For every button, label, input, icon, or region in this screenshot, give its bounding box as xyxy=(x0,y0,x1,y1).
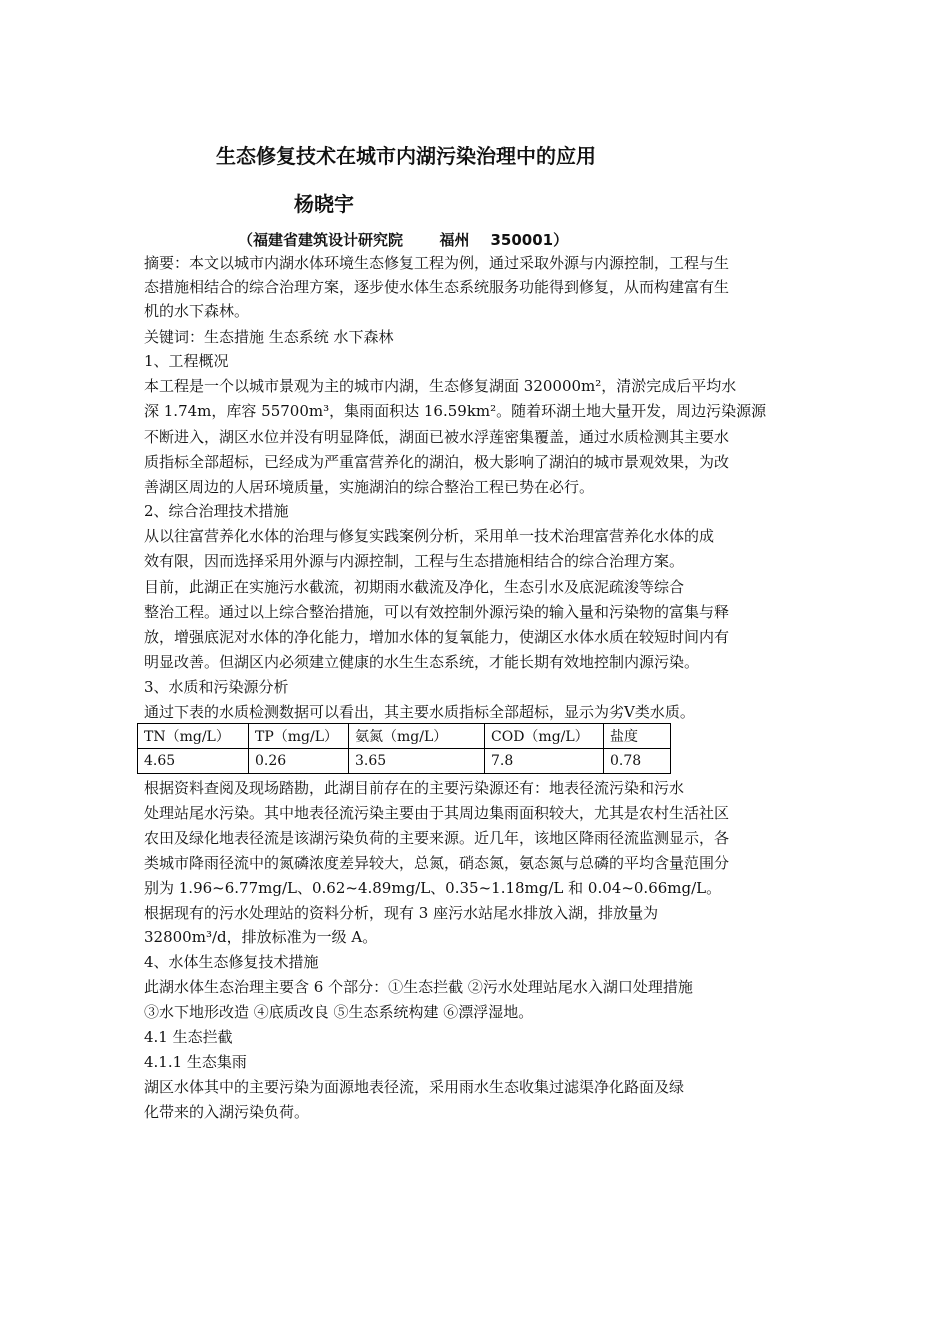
table-cell: 4.65 xyxy=(138,749,249,774)
water-quality-table xyxy=(137,723,671,774)
subsection-heading-4-1-1: 4.1.1 生态集雨 xyxy=(144,1053,247,1071)
subsection-heading-4-1: 4.1 生态拦截 xyxy=(144,1028,233,1046)
table-cell: 3.65 xyxy=(349,749,485,774)
table-header-cell: 盐度 xyxy=(604,724,671,749)
section3-line-8: 32800m³/d，排放标准为一级 A。 xyxy=(144,928,378,946)
section1-line-3: 不断进入，湖区水位并没有明显降低，湖面已被水浮莲密集覆盖，通过水质检测其主要水 xyxy=(144,428,730,446)
author-name: 杨晓宇 xyxy=(294,192,354,216)
abstract-line-3: 机的水下森林。 xyxy=(144,302,250,320)
section4-line-2: ③水下地形改造 ④底质改良 ⑤生态系统构建 ⑥漂浮湿地。 xyxy=(144,1003,534,1021)
section1-line-1: 本工程是一个以城市景观为主的城市内湖，生态修复湖面 320000m²，清淤完成后平均水 xyxy=(144,377,737,395)
section1-line-4: 质指标全部超标，已经成为严重富营养化的湖泊，极大影响了湖泊的城市景观效果，为改 xyxy=(144,453,730,471)
section4-line-1: 此湖水体生态治理主要含 6 个部分：①生态拦截 ②污水处理站尾水入湖口处理措施 xyxy=(144,978,693,996)
section3-line-5: 类城市降雨径流中的氮磷浓度差异较大，总氮，硝态氮，氨态氮与总磷的平均含量范围分 xyxy=(144,854,730,872)
table-header-cell: TP（mg/L） xyxy=(249,724,349,749)
section1-line-5: 善湖区周边的人居环境质量，实施湖泊的综合整治工程已势在必行。 xyxy=(144,478,595,496)
section-heading-4: 4、水体生态修复技术措施 xyxy=(144,953,319,971)
section3-line-2: 根据资料查阅及现场踏勘，此湖目前存在的主要污染源还有：地表径流污染和污水 xyxy=(144,779,685,797)
section2-line-6: 明显改善。但湖区内必须建立健康的水生生态系统，才能长期有效地控制内源污染。 xyxy=(144,653,700,671)
table-header-cell: TN（mg/L） xyxy=(138,724,249,749)
abstract-line-2: 态措施相结合的综合治理方案，逐步使水体生态系统服务功能得到修复，从而构建富有生 xyxy=(144,278,730,296)
section3-line-3: 处理站尾水污染。其中地表径流污染主要由于其周边集雨面积较大，尤其是农村生活社区 xyxy=(144,804,730,822)
section-heading-3: 3、水质和污染源分析 xyxy=(144,678,289,696)
author-affiliation: （福建省建筑设计研究院 福州 350001） xyxy=(238,231,569,249)
section-heading-2: 2、综合治理技术措施 xyxy=(144,502,289,520)
section3-line-7: 根据现有的污水处理站的资料分析，现有 3 座污水站尾水排放入湖，排放量为 xyxy=(144,904,659,922)
table-cell: 0.26 xyxy=(249,749,349,774)
section2-line-4: 整治工程。通过以上综合整治措施，可以有效控制外源污染的输入量和污染物的富集与释 xyxy=(144,603,730,621)
table-cell: 0.78 xyxy=(604,749,671,774)
section2-line-2: 效有限，因而选择采用外源与内源控制，工程与生态措施相结合的综合治理方案。 xyxy=(144,552,685,570)
section3-line-4: 农田及绿化地表径流是该湖污染负荷的主要来源。近几年，该地区降雨径流监测显示，各 xyxy=(144,829,730,847)
keywords-line: 关键词：生态措施 生态系统 水下森林 xyxy=(144,328,394,346)
section4-line-4: 化带来的入湖污染负荷。 xyxy=(144,1103,310,1121)
section4-line-3: 湖区水体其中的主要污染为面源地表径流，采用雨水生态收集过滤渠净化路面及绿 xyxy=(144,1078,685,1096)
section3-line-6: 别为 1.96~6.77mg/L、0.62~4.89mg/L、0.35~1.18mg/L 和 0.04~0.66mg/L。 xyxy=(144,879,722,897)
table-cell: 7.8 xyxy=(485,749,604,774)
section2-line-1: 从以往富营养化水体的治理与修复实践案例分析，采用单一技术治理富营养化水体的成 xyxy=(144,527,715,545)
section2-line-5: 放，增强底泥对水体的净化能力，增加水体的复氧能力，使湖区水体水质在较短时间内有 xyxy=(144,628,730,646)
section-heading-1: 1、工程概况 xyxy=(144,352,229,370)
abstract-line-1: 摘要：本文以城市内湖水体环境生态修复工程为例，通过采取外源与内源控制，工程与生 xyxy=(144,254,730,272)
document-title: 生态修复技术在城市内湖污染治理中的应用 xyxy=(216,144,596,168)
table-header-cell: 氨氮（mg/L） xyxy=(349,724,485,749)
section2-line-3: 目前，此湖正在实施污水截流，初期雨水截流及净化，生态引水及底泥疏浚等综合 xyxy=(144,578,685,596)
section1-line-2: 深 1.74m，库容 55700m³，集雨面积达 16.59km²。随着环湖土地大量开发，周边污染源源 xyxy=(144,402,767,420)
table-header-cell: COD（mg/L） xyxy=(485,724,604,749)
table-header-row xyxy=(138,724,671,749)
section3-line-1: 通过下表的水质检测数据可以看出，其主要水质指标全部超标，显示为劣Ⅴ类水质。 xyxy=(144,703,695,721)
table-row xyxy=(138,749,671,774)
